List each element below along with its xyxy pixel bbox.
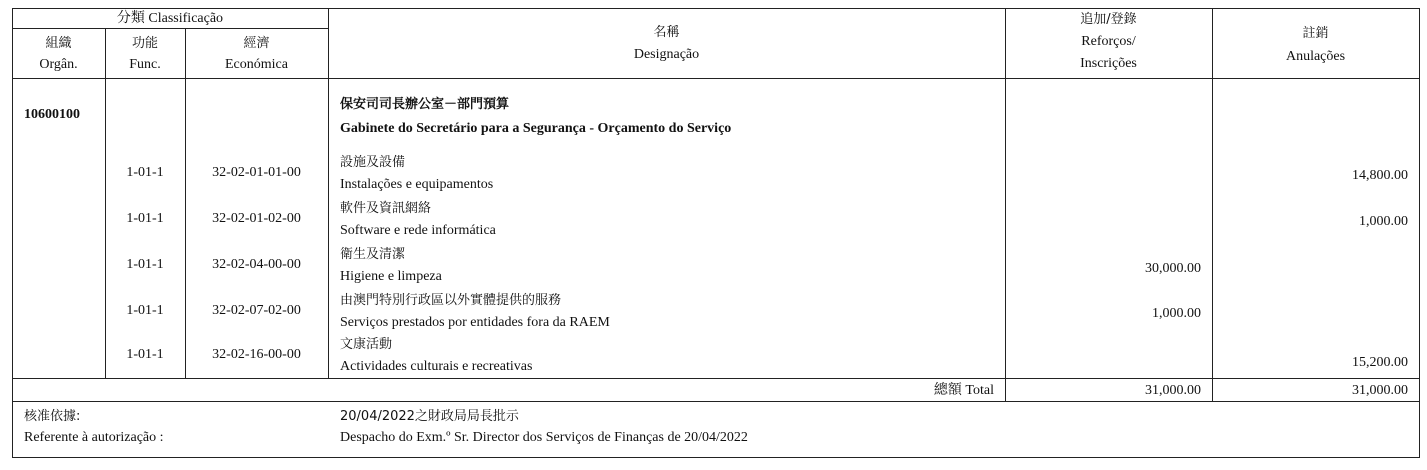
- rule-econ: [328, 8, 329, 378]
- rule-reforco: [1212, 8, 1213, 401]
- row-econ: 32-02-01-01-00: [212, 165, 301, 180]
- row-func: 1-01-1: [126, 165, 164, 180]
- row-desc-pt: Software e rede informática: [340, 223, 496, 238]
- row-func: 1-01-1: [126, 303, 164, 318]
- rule-bottom: [12, 457, 1420, 458]
- despacho-zh: 20/04/2022之財政局局長批示: [340, 409, 519, 424]
- desig-header-pt: Designação: [633, 47, 700, 62]
- row-desc-zh: 衛生及清潔: [340, 247, 406, 262]
- rule-total-top: [12, 378, 1420, 379]
- econ-header-zh: 經濟: [243, 36, 270, 51]
- row-desc-zh: 設施及設備: [340, 155, 406, 170]
- row-anulacao: 1,000.00: [1359, 214, 1408, 229]
- row-func: 1-01-1: [126, 347, 164, 362]
- row-anulacao: 15,200.00: [1352, 355, 1408, 370]
- row-econ: 32-02-01-02-00: [212, 211, 301, 226]
- row-anulacao: 14,800.00: [1352, 168, 1408, 183]
- row-desc-zh: 由澳門特別行政區以外實體提供的服務: [340, 293, 562, 308]
- rule-func: [185, 28, 186, 378]
- classification-header: 分類 Classificação: [116, 11, 224, 26]
- row-func: 1-01-1: [126, 257, 164, 272]
- row-desc-zh: 文康活動: [340, 337, 393, 352]
- office-name-pt: Gabinete do Secretário para a Segurança - Orçamento do Serviço: [340, 121, 732, 136]
- despacho-pt: Despacho do Exm.º Sr. Director dos Serviços de Finanças de 20/04/2022: [340, 430, 748, 445]
- rule-total-bottom: [12, 401, 1420, 402]
- row-econ: 32-02-07-02-00: [212, 303, 301, 318]
- anul-header-zh: 註銷: [1302, 26, 1329, 41]
- row-desc-pt: Actividades culturais e recreativas: [340, 359, 533, 374]
- authorization-label-zh: 核准依據:: [24, 409, 81, 424]
- row-desc-zh: 軟件及資訊網絡: [340, 201, 432, 216]
- rule-header-bottom: [12, 78, 1420, 79]
- row-reforco: 1,000.00: [1152, 306, 1201, 321]
- row-desc-pt: Serviços prestados por entidades fora da RAEM: [340, 315, 610, 330]
- anul-header-pt: Anulações: [1285, 49, 1346, 64]
- reforco-header-pt1: Reforços/: [1081, 34, 1136, 49]
- econ-header-pt: Económica: [225, 57, 288, 72]
- rule-left: [12, 8, 13, 458]
- row-func: 1-01-1: [126, 211, 164, 226]
- total-label: 總額 Total: [933, 383, 994, 398]
- rule-classification: [12, 28, 328, 29]
- func-header-zh: 功能: [131, 36, 158, 51]
- desig-header-zh: 名稱: [653, 25, 680, 40]
- budget-table: [12, 8, 1420, 458]
- rule-top: [12, 8, 1420, 9]
- rule-right: [1419, 8, 1420, 458]
- reforco-header-pt2: Inscrições: [1080, 56, 1137, 71]
- func-header-pt: Func.: [129, 57, 161, 72]
- row-reforco: 30,000.00: [1145, 261, 1201, 276]
- row-desc-pt: Higiene e limpeza: [340, 269, 442, 284]
- total-reforco: 31,000.00: [1145, 383, 1201, 398]
- row-econ: 32-02-04-00-00: [212, 257, 301, 272]
- authorization-label-pt: Referente à autorização :: [24, 430, 164, 445]
- reforco-header-zh: 追加/登錄: [1080, 12, 1137, 27]
- office-name-zh: 保安司司長辦公室－部門預算: [340, 97, 510, 112]
- row-econ: 32-02-16-00-00: [212, 347, 301, 362]
- row-desc-pt: Instalações e equipamentos: [340, 177, 494, 192]
- organ-code: 10600100: [24, 107, 80, 122]
- organ-header-zh: 組織: [45, 36, 72, 51]
- organ-header-pt: Orgân.: [39, 57, 78, 72]
- total-anulacao: 31,000.00: [1352, 383, 1408, 398]
- rule-organ: [105, 28, 106, 378]
